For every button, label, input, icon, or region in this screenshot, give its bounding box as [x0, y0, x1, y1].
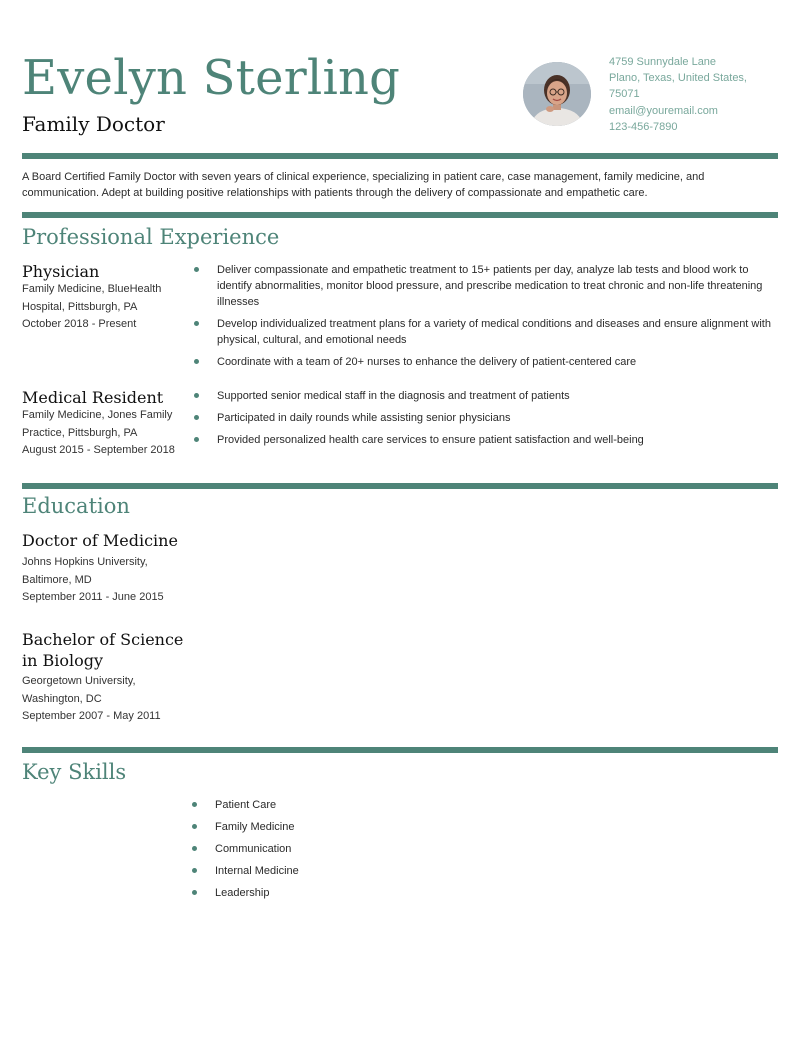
skill-item: Family Medicine	[192, 819, 492, 835]
bullet-item: Deliver compassionate and empathetic treatment to 15+ patients per day, analyze lab tests and blood work to identify abnormalities, monitor blood pressure, and prescribe medication to treat chronic and non-life threatening illnesses	[194, 262, 774, 310]
divider	[22, 212, 778, 218]
skill-item: Patient Care	[192, 797, 492, 813]
divider	[22, 153, 778, 159]
degree-dates: September 2011 - June 2015	[22, 591, 164, 603]
section-title-experience: Professional Experience	[22, 225, 280, 249]
degree-meta	[22, 554, 172, 607]
contact-block	[609, 54, 784, 135]
skill-item: Leadership	[192, 885, 492, 901]
degree-dates: September 2007 - May 2011	[22, 710, 161, 722]
job-title-resident: Medical Resident	[22, 388, 164, 407]
degree-title: Doctor of Medicine	[22, 531, 178, 550]
job-bullets-physician	[194, 262, 774, 370]
profile-photo	[523, 62, 591, 126]
degree-school: Johns Hopkins University, Baltimore, MD	[22, 556, 148, 586]
job-meta-resident	[22, 407, 192, 460]
contact-email[interactable]: email@youremail.com	[609, 104, 718, 117]
section-title-education: Education	[22, 494, 130, 518]
job-title-physician: Physician	[22, 262, 100, 281]
degree-title: Bachelor of Science in Biology	[22, 630, 184, 670]
bullet-item: Develop individualized treatment plans for a variety of medical conditions and diseases and ensure alignment with physical, cultural, and emotional needs	[194, 316, 774, 348]
job-organization: Family Medicine, Jones Family Practice, Pittsburgh, PA	[22, 409, 173, 439]
divider	[22, 483, 778, 489]
bullet-item: Participated in daily rounds while assisting senior physicians	[194, 410, 774, 426]
bullet-item: Provided personalized health care services to ensure patient satisfaction and well-being	[194, 432, 774, 448]
contact-address-line2: Plano, Texas, United States,	[609, 72, 747, 85]
bullet-item: Supported senior medical staff in the diagnosis and treatment of patients	[194, 388, 774, 404]
person-icon	[523, 62, 591, 126]
job-organization: Family Medicine, BlueHealth Hospital, Pittsburgh, PA	[22, 283, 162, 313]
contact-phone[interactable]: 123-456-7890	[609, 120, 678, 133]
skill-item: Communication	[192, 841, 492, 857]
skills-list	[192, 797, 492, 901]
job-meta-physician	[22, 281, 192, 334]
candidate-title: Family Doctor	[22, 112, 165, 136]
skill-item: Internal Medicine	[192, 863, 492, 879]
job-dates: October 2018 - Present	[22, 318, 137, 330]
candidate-name: Evelyn Sterling	[22, 50, 401, 106]
job-dates: August 2015 - September 2018	[22, 444, 175, 456]
contact-address-line1: 4759 Sunnydale Lane	[609, 56, 717, 68]
summary-text: A Board Certified Family Doctor with seven years of clinical experience, specializing in patient care, case management, family medicine, and communication. Adept at building positive relationships with patients through the delivery of compassionate and empathetic care.	[22, 171, 705, 199]
job-bullets-resident	[194, 388, 774, 448]
bullet-item: Coordinate with a team of 20+ nurses to enhance the delivery of patient-centered care	[194, 354, 774, 370]
divider	[22, 747, 778, 753]
contact-address-line3: 75071	[609, 88, 640, 101]
section-title-skills: Key Skills	[22, 760, 127, 784]
degree-school: Georgetown University, Washington, DC	[22, 675, 136, 705]
degree-meta	[22, 673, 172, 726]
